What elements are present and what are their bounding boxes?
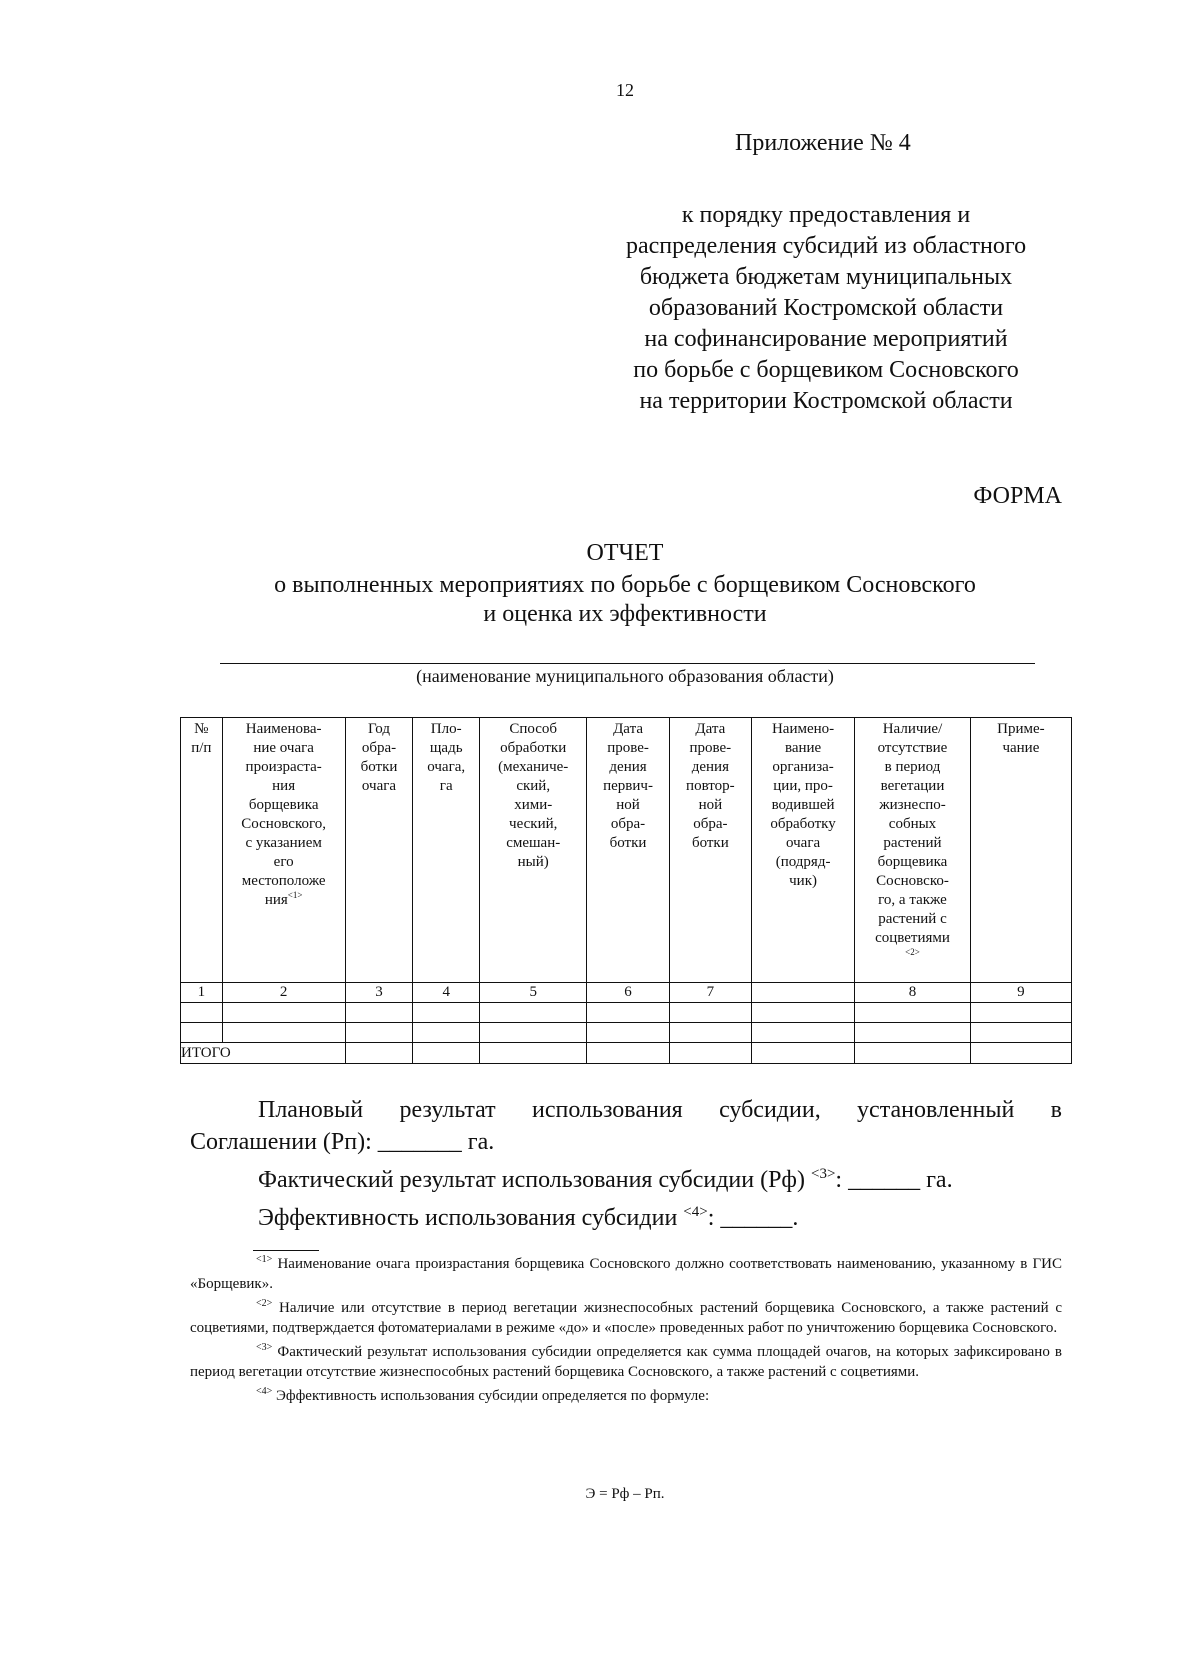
table-cell[interactable] [970, 1043, 1071, 1064]
header-cell [669, 718, 751, 983]
header-cell [752, 718, 855, 983]
header-line: растений [883, 835, 942, 851]
footnotes [190, 1250, 1062, 1406]
header-line: обработку [770, 816, 836, 832]
header-line [857, 948, 968, 967]
header-line: растений с [878, 911, 947, 927]
header-line: ния [272, 778, 296, 794]
column-number: 9 [970, 983, 1071, 1003]
header-line: Способ [509, 721, 558, 737]
column-number: 8 [855, 983, 971, 1003]
header-line: Дата [695, 721, 726, 737]
header-line: вегетации [880, 778, 945, 794]
footnote-ref: <1> [256, 1254, 273, 1265]
header-line: п/п [191, 740, 212, 756]
table-cell[interactable] [587, 1003, 669, 1023]
column-number: 1 [181, 983, 223, 1003]
table-cell[interactable] [752, 1043, 855, 1064]
efficiency-text: Эффективность использования субсидии [258, 1205, 678, 1231]
header-cell [855, 718, 971, 983]
table-cell[interactable] [587, 1023, 669, 1043]
planned-result-line: Плановый результат использования субсидии, установленный в [258, 1097, 1062, 1123]
header-line: обра- [610, 816, 646, 832]
header-line: очага [786, 835, 821, 851]
report-table [180, 717, 1072, 1064]
header-cell [222, 718, 345, 983]
footnote-text: Наименование очага произрастания борщевика Сосновского должно соответствовать наименованию, указанному в ГИС «Борщевик». [190, 1256, 1063, 1292]
table-cell[interactable] [181, 1023, 223, 1043]
header-line: Год [367, 721, 391, 737]
table-cell[interactable] [480, 1003, 587, 1023]
header-line: Пло- [430, 721, 462, 737]
table-cell[interactable] [855, 1043, 971, 1064]
header-line: его [273, 854, 294, 870]
header-line: собных [888, 816, 937, 832]
reference-line: по борьбе с борщевиком Сосновского [633, 357, 1019, 383]
header-line: очага [361, 778, 397, 794]
total-label: ИТОГО [181, 1043, 346, 1064]
header-line: жизнеспо- [879, 797, 946, 813]
column-number [752, 983, 855, 1003]
reference-line: на территории Костромской области [639, 388, 1013, 414]
footnote [190, 1382, 1062, 1406]
header-line: ный) [517, 854, 549, 870]
table-header-row [181, 718, 1072, 983]
header-line: ческий, [509, 816, 558, 832]
report-subtitle-line: и оценка их эффективности [483, 601, 767, 627]
header-line: первич- [603, 778, 653, 794]
table-cell[interactable] [970, 1003, 1071, 1023]
column-number: 6 [587, 983, 669, 1003]
header-line: водившей [771, 797, 835, 813]
header-line: ной [616, 797, 640, 813]
header-line: га [439, 778, 453, 794]
header-line: обработки [500, 740, 567, 756]
footnote [190, 1338, 1062, 1382]
footnote-ref: <3> [810, 1166, 836, 1182]
column-number: 4 [413, 983, 480, 1003]
reference-line: на софинансирование мероприятий [644, 326, 1008, 352]
header-cell [970, 718, 1071, 983]
footnote-text: Фактический результат использования субсидии определяется как сумма площадей очагов, на которых зафиксировано в период вегетации отсутствие жизнеспособных растений борщевика Сосновского, а также растений с соцветиями. [190, 1344, 1062, 1380]
header-line: Наимено- [771, 721, 835, 737]
actual-result-value[interactable]: : ______ га. [835, 1167, 953, 1193]
header-cell [181, 718, 223, 983]
header-line: ния$^{<1>}$ [264, 890, 303, 908]
page-number: 12 [616, 80, 634, 100]
header-cell [345, 718, 413, 983]
footnote-ref: <2> [256, 1298, 273, 1309]
header-line: обра- [361, 740, 397, 756]
header-line: Наименова- [245, 721, 322, 737]
header-cell [480, 718, 587, 983]
appendix-title: Приложение № 4 [735, 130, 911, 156]
header-line: борщевика [877, 854, 948, 870]
header-line: ботки [360, 759, 398, 775]
header-line: ции, про- [773, 778, 833, 794]
header-line: Сосновско- [876, 873, 949, 889]
column-number: 5 [480, 983, 587, 1003]
table-cell[interactable] [413, 1023, 480, 1043]
table-cell[interactable] [480, 1043, 587, 1064]
header-line: обра- [693, 816, 728, 832]
header-line: местоположе [241, 873, 326, 889]
footnote [190, 1250, 1062, 1294]
header-line: Наличие/ [882, 721, 943, 737]
header-line: ние очага [253, 740, 314, 756]
header-line: ботки [609, 835, 647, 851]
header-cell [413, 718, 480, 983]
table-cell[interactable] [855, 1003, 971, 1023]
header-line: ский, [516, 778, 551, 794]
header-line: произраста- [245, 759, 322, 775]
table-cell[interactable] [222, 1023, 345, 1043]
planned-result-value[interactable]: Соглашении (Рп): _______ га. [190, 1129, 495, 1155]
header-line: щадь [429, 740, 463, 756]
footnote-ref: <4> [683, 1204, 708, 1220]
municipality-name-line[interactable] [220, 663, 1035, 664]
header-line: дения [691, 759, 729, 775]
table-row[interactable] [181, 1023, 1072, 1043]
footnote-ref: <3> [256, 1342, 273, 1353]
header-line: Сосновского, [241, 816, 327, 832]
actual-result-line[interactable] [190, 1158, 1062, 1196]
header-line: чание [1002, 740, 1040, 756]
footnote-text: Наличие или отсутствие в период вегетации жизнеспособных растений борщевика Сосновского, а также растений с соцветиями, подтверждается фотоматериалами в режиме «до» и «после» проведенных работ по уничтожению борщевика Сосновского. [190, 1300, 1063, 1336]
header-line: прове- [689, 740, 732, 756]
header-line: (подряд- [775, 854, 831, 870]
header-line: дения [609, 759, 647, 775]
header-line: организа- [772, 759, 834, 775]
table-cell[interactable] [669, 1023, 751, 1043]
header-line: № [194, 721, 209, 737]
header-line: ботки [691, 835, 729, 851]
header-line: борщевика [248, 797, 319, 813]
reference-line: распределения субсидий из областного [625, 233, 1027, 259]
table-cell[interactable] [413, 1003, 480, 1023]
results-block [190, 1094, 1062, 1234]
column-number-row [181, 983, 1072, 1003]
reference-line: бюджета бюджетам муниципальных [639, 264, 1013, 290]
header-line: с указанием [245, 835, 322, 851]
header-line: прове- [607, 740, 649, 756]
column-number: 2 [222, 983, 345, 1003]
header-line: смешан- [506, 835, 561, 851]
table-cell[interactable] [181, 1003, 223, 1023]
column-number: 7 [669, 983, 751, 1003]
footnote [190, 1294, 1062, 1338]
header-line: чик) [789, 873, 817, 889]
footnote-ref: <2> [905, 947, 920, 957]
table-cell[interactable] [752, 1023, 855, 1043]
header-line: хими- [514, 797, 553, 813]
header-line: в период [884, 759, 941, 775]
municipality-name-caption: (наименование муниципального образования области) [416, 666, 834, 686]
header-line: вание [784, 740, 822, 756]
header-line: очага, [427, 759, 466, 775]
form-label: ФОРМА [973, 483, 1062, 509]
efficiency-value[interactable]: : ______. [707, 1205, 799, 1231]
header-line: ной [698, 797, 723, 813]
table-cell[interactable] [345, 1023, 413, 1043]
header-line: Дата [613, 721, 643, 737]
table-cell[interactable] [752, 1003, 855, 1023]
column-number: 3 [345, 983, 413, 1003]
table-cell[interactable] [222, 1003, 345, 1023]
table-cell[interactable] [413, 1043, 480, 1064]
footnote-ref: <1> [287, 890, 303, 900]
table-cell[interactable] [587, 1043, 669, 1064]
table-cell[interactable] [480, 1023, 587, 1043]
actual-result-text: Фактический результат использования субсидии (Рф) [258, 1167, 805, 1193]
reference-line: образований Костромской области [648, 295, 1004, 321]
header-line: повтор- [686, 778, 735, 794]
header-cell [587, 718, 669, 983]
total-row [181, 1043, 1072, 1064]
table-row[interactable] [181, 1003, 1072, 1023]
efficiency-formula: Э = Рф – Рп. [585, 1486, 665, 1502]
table-cell[interactable] [855, 1023, 971, 1043]
table-cell[interactable] [669, 1043, 751, 1064]
header-line: Приме- [997, 721, 1045, 737]
report-subtitle [0, 571, 1200, 629]
appendix-reference-block [596, 200, 1056, 417]
footnote-ref: <4> [256, 1386, 273, 1397]
header-line: (механиче- [498, 759, 569, 775]
reference-line: к порядку предоставления и [681, 202, 971, 228]
header-line: соцветиями [875, 930, 950, 946]
table-cell[interactable] [970, 1023, 1071, 1043]
footnote-text: Эффективность использования субсидии определяется по формуле: [276, 1388, 710, 1404]
efficiency-line[interactable] [190, 1196, 1062, 1234]
table-cell[interactable] [669, 1003, 751, 1023]
report-subtitle-line: о выполненных мероприятиях по борьбе с борщевиком Сосновского [274, 572, 976, 598]
report-title: ОТЧЕТ [586, 540, 664, 566]
header-line: отсутствие [877, 740, 948, 756]
table-cell[interactable] [345, 1043, 413, 1064]
table-cell[interactable] [345, 1003, 413, 1023]
header-line: го, а также [878, 892, 947, 908]
